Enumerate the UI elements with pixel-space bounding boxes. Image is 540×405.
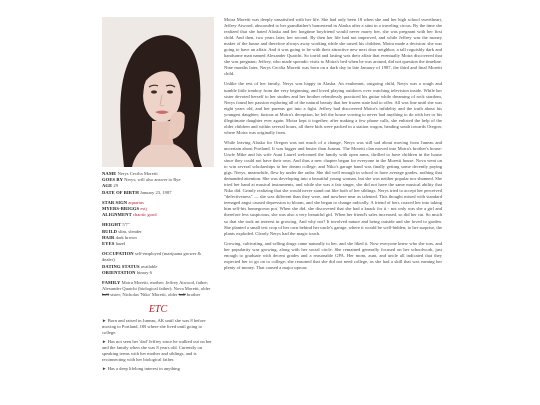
bullet-item: ► Has a deep lifelong interest in anything [102, 366, 180, 372]
profile-row-myers-briggs: MYERS-BRIGGS estj [102, 206, 147, 212]
profile-details [102, 171, 214, 299]
profile-row-goes-by: GOES BY Nerys; will also answer to Rye [102, 177, 181, 183]
profile-row-dating-status: DATING STATUS available [102, 263, 158, 269]
profile-row-family: FAMILY Moira Moretti, mother; Jeffrey Atwood, father; Alexander Quatchi (biological father); Nova Moretti, older half sister; Nicholas 'Niko' Moretti, older half brother [102, 280, 211, 298]
bullet-item: ► Born and raised in Juneau, AK until she was 8 before moving to Portland, OR where she lived until going to college. [102, 317, 206, 335]
etc-heading: ETC [148, 303, 168, 315]
biography-column [224, 17, 442, 275]
bio-paragraph: Unlike the rest of her family, Nerys was happy in Alaska. An exuberant, outgoing child, Nerys was a rough and tumble little tomboy from the very beginning, and loved playing outdoors over watching television inside. While her sister devoted herself to her studies and her brother relentlessly practiced his guitar while dreaming of rock stardom, Nerys found her passion exploring all of the natural beauty that her frozen state had to offer. All was fine until she was eight years old, and her parents got into a fight. Jeffrey had discovered Moira's infidelity and the truth about his youngest daughter; furious at Moira's deception, he left the house vowing to never had anything to do with her or his illegitimate daughter ever again. Moira kept it together; after making a few phone calls, she enlisted the help of the older children and within several hours, all three kids were packed in a station wagon, heading south towards Oregon, where Moira was originally from. [224, 81, 442, 135]
profile-row-hair: HAIR dark brown [102, 234, 137, 240]
profile-row-occupation: OCCUPATION self-employed (marijuana grower & dealer) [102, 251, 202, 263]
profile-row-star-sign: STAR SIGN aquarius [102, 199, 144, 205]
profile-column [102, 17, 214, 375]
profile-row-alignment: ALIGNMENT chaotic good [102, 212, 157, 218]
character-portrait [102, 17, 214, 167]
profile-row-dob: DATE OF BIRTH January 23, 1987 [102, 189, 172, 195]
profile-row-eyes: EYES hazel [102, 241, 126, 247]
profile-row-height: HEIGHT 5'7" [102, 222, 130, 228]
bio-paragraph: Moira Moretti was deeply unsatisfied with her life. She had only been 18 when she and her high school sweetheart, Jeffrey Atwood, absconded to her grandfather's homestead in Alaska after a stint in a traveling circus. By the time she realized that she hated Alaska and her longtime boyfriend would never marry her, she was pregnant with her first child. And then, two years later, her second. By then her life had not improved, and while Jeffrey was the money maker of the house and therefore always away working while she raised his children, Moira made a decision: she was going to have an affair. And it was going to be with their attractive new next door neighbor, a tall roguishly dark and handsome man named Alexander Quatchi. So torrid and lasting was their affair that eventually Moira discovered that she was pregnant; Jeffrey, who made sporadic visits to Moira's bed when he was around, did not question the timeline. Nine months later, Nerys Cecilia Moretti was born on a dark day in late January of 1987, the third and final Moretti child. [224, 17, 442, 77]
profile-row-build: BUILD slim, slender [102, 228, 142, 234]
profile-row-name: NAME Nerys Cecilia Moretti [102, 171, 158, 176]
bullet-item: ► Has not seen her 'dad' Jeffrey since he walked out on her and the family when she was 8 years old. Currently on speaking terms with her mother and siblings, and is reconnecting with her biological father. [102, 338, 212, 363]
bio-paragraph: Growing, cultivating, and selling drugs came naturally to her, and she liked it. Now everyone knew who she was, and her popularity was growing, along with her social circle. She remained generally focused on her schoolwork, just enough to graduate with decent grades and a reasonable GPA. Her mom, aunt, and uncle all indicated that they expected her to go on to college; she reasoned that she did not need college, as she had a skill that was earning her plenty of money. That caused a major uproar; [224, 240, 442, 270]
portrait-illustration [102, 17, 214, 167]
bio-paragraph: While leaving Alaska for Oregon was not much of a change, Nerys was still sad about moving from Juneau and uncertain about Portland. It was bigger and busier than Juneau. The Moretti clan moved into Moira's brother's house: Uncle Mike and his wife Aunt Laurel welcomed the family with open arms, thrilled to have children in the house since they could not have their own. And thus a new chapter began for everyone in the Moretti house. Nova went on to win several scholarships to her dream college, and Niko's garage band was finally getting some decently paying gigs. Nerys, meanwhile, flew by under the radar. She did well enough in school to have average grades, nothing that demanded attention. She was developing into a beautiful young woman, but she was neither popular nor shunned. She tried her hand at musical instruments, and while she was a fair singer, she did not have the same musical ability that Niko did. Grimly realizing that she would never stand out like both of her siblings, Nerys tried to accept her perceived "defectiveness" — she was different than they were, and nowhere near as talented. This thought mixed with standard teenaged angst caused depression to bloom, and she began to change radically. A friend of hers coaxed her into taking him self-his homegrown pot. When she did, she discovered that she had a knack for it - not only was she a girl and therefore less suspicious, she was also a very beautiful girl. When her friend's sales increased, so did her cut. So much so that she took an interest in growing. And why not? It involved nature and being outside and she loved to garden. She planted a small test crop of her own behind her uncle's garage, where it would be well-hidden; to her surprise, the plants exploded. Clearly Nerys had the magic touch. [224, 139, 442, 236]
profile-row-age: AGE 29 [102, 183, 119, 189]
profile-row-orientation: ORIENTATION binary 6 [102, 269, 152, 275]
